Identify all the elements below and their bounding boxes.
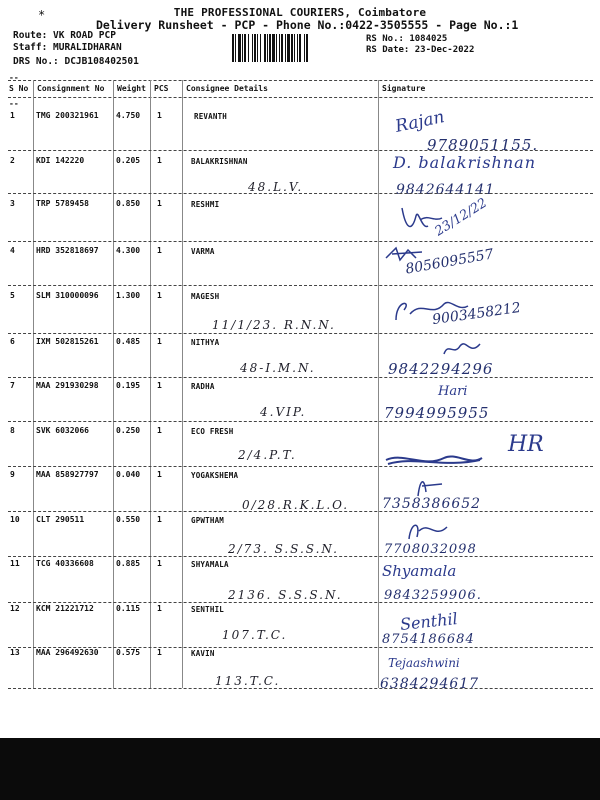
row-pcs: 1	[157, 426, 162, 435]
row-consignee: VARMA	[191, 247, 215, 256]
row-weight: 0.250	[116, 426, 141, 435]
row-separator	[8, 556, 593, 557]
row-signature: D. balakrishnan	[393, 153, 536, 172]
row-separator	[8, 466, 593, 467]
col-divider	[33, 80, 34, 688]
barcode-bar	[308, 34, 309, 62]
row-address: 2/4.P.T.	[238, 448, 297, 462]
row-consignee: RESHMI	[191, 200, 220, 209]
row-signature: Rajan	[393, 107, 447, 137]
row-phone: 8056095557	[404, 246, 495, 278]
row-weight: 0.485	[116, 337, 141, 346]
row-weight: 0.115	[116, 604, 141, 613]
barcode	[232, 34, 360, 62]
row-pcs: 1	[157, 648, 162, 657]
row-signature: HR	[508, 432, 544, 457]
row-sno: 6	[10, 337, 15, 346]
row-pcs: 1	[157, 246, 162, 255]
row-consignment: IXM 502815261	[36, 337, 99, 346]
col-header-weight: Weight	[117, 84, 146, 93]
row-sno: 9	[10, 470, 15, 479]
col-header-sno: S No	[9, 84, 29, 93]
row-separator	[8, 421, 593, 422]
row-consignment: MAA 291930298	[36, 381, 99, 390]
row-consignment: CLT 290511	[36, 515, 85, 524]
stray-dashes: --	[9, 73, 19, 82]
stray-dashes: --	[9, 99, 19, 108]
col-header-consignment: Consignment No	[37, 84, 105, 93]
top-mark: *	[38, 8, 46, 22]
row-consignee: MAGESH	[191, 292, 220, 301]
staff-label: Staff: MURALIDHARAN	[13, 42, 122, 53]
row-signature-date: 23/12/22	[432, 195, 490, 240]
row-consignment: SVK 6032066	[36, 426, 89, 435]
row-separator	[8, 602, 593, 603]
row-consignee: REVANTH	[194, 112, 228, 121]
row-sno: 13	[10, 648, 20, 657]
col-divider	[113, 80, 114, 688]
row-separator	[8, 193, 593, 194]
row-separator	[8, 150, 593, 151]
row-sno: 7	[10, 381, 15, 390]
row-pcs: 1	[157, 604, 162, 613]
row-weight: 4.300	[116, 246, 141, 255]
row-address: 107.T.C.	[222, 628, 288, 642]
row-phone: 9842294296	[388, 360, 494, 378]
table-bottom-rule	[8, 688, 593, 689]
row-separator	[8, 511, 593, 512]
row-consignment: KDI 142220	[36, 156, 85, 165]
row-weight: 4.750	[116, 111, 141, 120]
col-header-pcs: PCS	[154, 84, 169, 93]
row-consignee: RADHA	[191, 382, 215, 391]
row-pcs: 1	[157, 111, 162, 120]
row-pcs: 1	[157, 515, 162, 524]
col-divider	[378, 80, 379, 688]
rs-date: RS Date: 23-Dec-2022	[366, 45, 475, 55]
row-pcs: 1	[157, 470, 162, 479]
row-signature-strikeout	[384, 450, 484, 470]
row-weight: 0.195	[116, 381, 141, 390]
row-consignee: ECO FRESH	[191, 427, 234, 436]
row-consignment: TMG 200321961	[36, 111, 99, 120]
row-address: 11/1/23. R.N.N.	[212, 318, 336, 332]
row-consignment: MAA 296492630	[36, 648, 99, 657]
route-label: Route: VK ROAD PCP	[13, 30, 116, 41]
runsheet-title: Delivery Runsheet - PCP - Phone No.:0422-3505555 - Page No.:1	[96, 18, 519, 32]
row-consignee: KAVIN	[191, 649, 215, 658]
row-signature-scribble	[405, 517, 455, 545]
row-pcs: 1	[157, 381, 162, 390]
row-consignment: TRP 5789458	[36, 199, 89, 208]
row-separator	[8, 285, 593, 286]
row-signature: Senthil	[399, 609, 459, 634]
row-consignee: SHYAMALA	[191, 560, 229, 569]
row-phone: 7994995955	[384, 404, 490, 422]
row-consignee: NITHYA	[191, 338, 220, 347]
row-signature: Tejaashwini	[388, 656, 460, 670]
table-top-rule	[8, 80, 593, 81]
row-pcs: 1	[157, 337, 162, 346]
row-address: 2/73. S.S.S.N.	[228, 542, 339, 556]
row-sno: 10	[10, 515, 20, 524]
row-separator	[8, 333, 593, 334]
company-title: THE PROFESSIONAL COURIERS, Coimbatore	[173, 6, 427, 19]
row-pcs: 1	[157, 199, 162, 208]
row-pcs: 1	[157, 156, 162, 165]
row-consignment: HRD 352818697	[36, 246, 99, 255]
row-sno: 1	[10, 111, 15, 120]
row-sno: 5	[10, 291, 15, 300]
row-consignment: KCM 21221712	[36, 604, 94, 613]
row-sno: 2	[10, 156, 15, 165]
row-weight: 0.575	[116, 648, 141, 657]
row-consignee: GPWTHAM	[191, 516, 225, 525]
col-header-signature: Signature	[382, 84, 426, 93]
row-phone: 9789051155.	[427, 136, 539, 154]
row-sno: 11	[10, 559, 20, 568]
row-pcs: 1	[157, 291, 162, 300]
row-sno: 8	[10, 426, 15, 435]
row-sno: 4	[10, 246, 15, 255]
row-phone: 7708032098	[384, 542, 477, 557]
row-consignee: BALAKRISHNAN	[191, 157, 248, 166]
drs-number: DRS No.: DCJB108402501	[13, 56, 139, 67]
row-weight: 0.885	[116, 559, 141, 568]
row-address: 2136. S.S.S.N.	[228, 588, 343, 602]
row-address: 4.VIP.	[260, 405, 307, 419]
col-divider	[150, 80, 151, 688]
header-bottom-rule	[8, 97, 593, 98]
row-phone: 9843259906.	[384, 588, 482, 603]
row-signature: Hari	[438, 384, 468, 399]
row-address: 113.T.C.	[215, 674, 281, 688]
row-weight: 0.850	[116, 199, 141, 208]
row-consignee: YOGAKSHEMA	[191, 471, 239, 480]
row-weight: 1.300	[116, 291, 141, 300]
row-consignment: MAA 858927797	[36, 470, 99, 479]
row-address: 48-I.M.N.	[240, 361, 316, 375]
row-consignment: SLM 310000096	[36, 291, 99, 300]
row-separator	[8, 241, 593, 242]
row-weight: 0.550	[116, 515, 141, 524]
row-signature: Shyamala	[382, 562, 457, 580]
row-phone: 9003458212	[431, 299, 522, 329]
col-divider	[182, 80, 183, 688]
col-header-consignee: Consignee Details	[186, 84, 268, 93]
row-separator	[8, 377, 593, 378]
row-phone: 8754186684	[382, 632, 475, 647]
row-sno: 3	[10, 199, 15, 208]
row-signature-scribble	[440, 336, 490, 362]
row-phone: 9842644141	[396, 182, 496, 198]
row-weight: 0.205	[116, 156, 141, 165]
row-weight: 0.040	[116, 470, 141, 479]
row-address: 0/28.R.K.L.O.	[242, 498, 350, 512]
rs-number: RS No.: 1084025	[366, 34, 448, 44]
row-consignee: SENTHIL	[191, 605, 225, 614]
row-phone: 7358386652	[382, 496, 482, 512]
row-address: 48.L.V.	[248, 180, 304, 194]
row-consignment: TCG 40336608	[36, 559, 94, 568]
row-sno: 12	[10, 604, 20, 613]
row-pcs: 1	[157, 559, 162, 568]
row-phone: 6384294617	[380, 676, 480, 692]
scan-shadow-band	[0, 738, 600, 800]
